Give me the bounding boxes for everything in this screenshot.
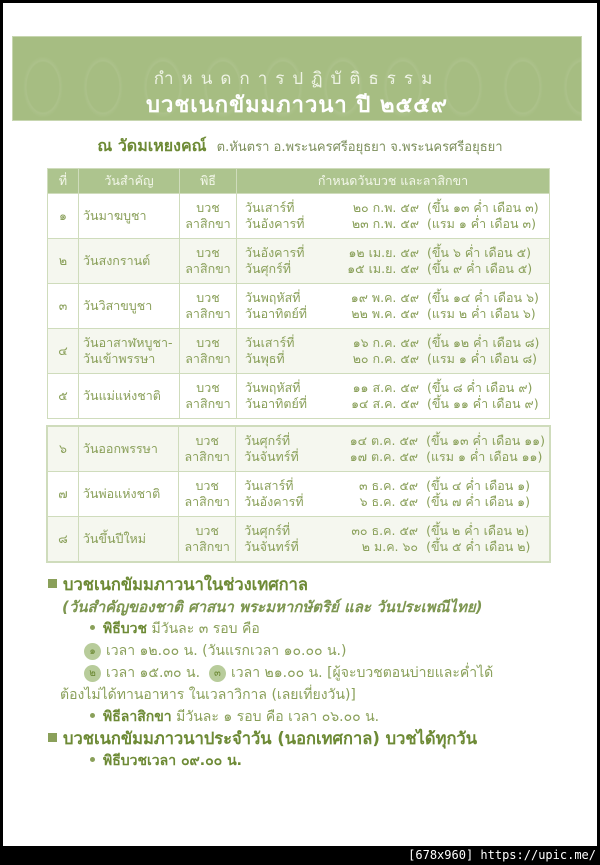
watermark: [678x960] https://upic.me/ bbox=[408, 848, 596, 862]
schedule bbox=[236, 472, 550, 517]
disrobe-date: วันศุกร์ที่ ๑๕ เม.ย. ๕๙ (ขึ้น ๙ ค่ำ เดือน ๕) bbox=[245, 261, 533, 276]
col-no: ที่ bbox=[48, 169, 79, 194]
table-row bbox=[48, 374, 550, 419]
table-header bbox=[48, 169, 550, 194]
round-1: ๑ เวลา ๑๒.๐๐ น. (วันแรกเวลา ๑๐.๐๐ น.) bbox=[48, 640, 578, 662]
ordain-date: วันศุกร์ที่ ๑๔ ต.ค. ๕๙ (ขึ้น ๑๓ ค่ำ เดือน ๑๑) bbox=[244, 433, 545, 448]
ceremony: บวช ลาสิกขา bbox=[180, 284, 237, 329]
schedule bbox=[237, 374, 550, 419]
number-circle-icon: ๓ bbox=[209, 665, 226, 682]
row-number: ๖ bbox=[48, 427, 79, 472]
disrobe-date: วันอาทิตย์ที่ ๑๔ ส.ค. ๕๙ (ขึ้น ๑๑ ค่ำ เดือน ๙) bbox=[245, 396, 539, 411]
schedule bbox=[237, 239, 550, 284]
venue-line bbox=[3, 134, 597, 159]
table-row bbox=[48, 239, 550, 284]
ceremony: บวช ลาสิกขา bbox=[179, 472, 236, 517]
banner-title: บวชเนกขัมมภาวนา ปี ๒๕๕๙ bbox=[146, 93, 448, 118]
disrobe-date: วันอังคารที่ ๖ ธ.ค. ๕๙ (ขึ้น ๗ ค่ำ เดือน ๑) bbox=[244, 494, 530, 509]
square-bullet-icon bbox=[48, 579, 57, 588]
ordain-date: วันพฤหัสที่ ๑๑ ส.ค. ๕๙ (ขึ้น ๘ ค่ำ เดือน ๙) bbox=[245, 380, 533, 395]
bullet-icon bbox=[90, 757, 95, 762]
ceremony: บวช ลาสิกขา bbox=[180, 329, 237, 374]
important-day: วันขึ้นปีใหม่ bbox=[78, 517, 178, 562]
important-day: วันออกพรรษา bbox=[78, 427, 178, 472]
ceremony: บวช ลาสิกขา bbox=[180, 374, 237, 419]
notes-section bbox=[48, 574, 578, 772]
col-ceremony: พิธี bbox=[180, 169, 237, 194]
ordain-rounds: พิธีบวช มีวันละ ๓ รอบ คือ bbox=[48, 618, 578, 640]
col-day: วันสำคัญ bbox=[79, 169, 180, 194]
row-number: ๑ bbox=[48, 194, 79, 239]
table-row bbox=[48, 517, 550, 562]
round-2-3: ๒ เวลา ๑๕.๓๐ น. ๓ เวลา ๒๑.๐๐ น. [ผู้จะบวชตอนบ่ายและค่ำได้ bbox=[48, 662, 578, 684]
schedule bbox=[236, 427, 550, 472]
row-number: ๒ bbox=[48, 239, 79, 284]
ceremony: บวช ลาสิกขา bbox=[180, 194, 237, 239]
title-banner bbox=[12, 36, 582, 121]
banner-subtitle: กำหนดการปฏิบัติธรรม bbox=[153, 69, 441, 89]
bullet-icon bbox=[90, 625, 95, 630]
festival-heading: บวชเนกขัมมภาวนาในช่วงเทศกาล bbox=[48, 574, 578, 596]
schedule-table-2 bbox=[47, 426, 550, 562]
table-row bbox=[48, 329, 550, 374]
row-number: ๘ bbox=[48, 517, 79, 562]
schedule bbox=[237, 284, 550, 329]
disrobe-date: วันพุธที่ ๒๐ ก.ค. ๕๙ (แรม ๑ ค่ำ เดือน ๘) bbox=[245, 351, 538, 366]
row-number: ๔ bbox=[48, 329, 79, 374]
temple-address: ต.หันตรา อ.พระนครศรีอยุธยา จ.พระนครศรีอยุธยา bbox=[216, 140, 503, 155]
ordain-date: วันเสาร์ที่ ๒๐ ก.พ. ๕๙ (ขึ้น ๑๓ ค่ำ เดือน ๓) bbox=[245, 200, 539, 215]
disrobe-date: วันอังคารที่ ๒๓ ก.พ. ๕๙ (แรม ๑ ค่ำ เดือน ๓) bbox=[245, 216, 536, 231]
schedule-table-1 bbox=[47, 168, 550, 419]
disrobe-date: วันจันทร์ที่ ๑๗ ต.ค. ๕๙ (แรม ๑ ค่ำ เดือน ๑๑) bbox=[244, 449, 543, 464]
ordain-date: วันเสาร์ที่ ๓ ธ.ค. ๕๙ (ขึ้น ๔ ค่ำ เดือน ๑) bbox=[244, 478, 531, 493]
important-day: วันพ่อแห่งชาติ bbox=[78, 472, 178, 517]
ceremony: บวช ลาสิกขา bbox=[180, 239, 237, 284]
disrobe-date: วันอาทิตย์ที่ ๒๒ พ.ค. ๕๙ (แรม ๒ ค่ำ เดือน ๖) bbox=[245, 306, 536, 321]
disrobe-date: วันจันทร์ที่ ๒ ม.ค. ๖๐ (ขึ้น ๕ ค่ำ เดือน ๒) bbox=[244, 539, 531, 554]
schedule bbox=[236, 517, 550, 562]
important-day: วันอาสาฬหบูชา- วันเข้าพรรษา bbox=[79, 329, 180, 374]
row-number: ๗ bbox=[48, 472, 79, 517]
table-row bbox=[48, 194, 550, 239]
ordain-date: วันศุกร์ที่ ๓๐ ธ.ค. ๕๙ (ขึ้น ๒ ค่ำ เดือน ๒) bbox=[244, 523, 530, 538]
important-day: วันมาฆบูชา bbox=[79, 194, 180, 239]
important-day: วันสงกรานต์ bbox=[79, 239, 180, 284]
row-number: ๕ bbox=[48, 374, 79, 419]
table-row bbox=[48, 427, 550, 472]
schedule bbox=[237, 329, 550, 374]
bullet-icon bbox=[90, 713, 95, 718]
schedule bbox=[237, 194, 550, 239]
table-row bbox=[48, 284, 550, 329]
number-circle-icon: ๑ bbox=[84, 643, 101, 660]
ordain-date: วันเสาร์ที่ ๑๖ ก.ค. ๕๙ (ขึ้น ๑๒ ค่ำ เดือน ๘) bbox=[245, 335, 540, 350]
important-day: วันแม่แห่งชาติ bbox=[79, 374, 180, 419]
ceremony: บวช ลาสิกขา bbox=[179, 427, 236, 472]
table-row bbox=[48, 472, 550, 517]
daily-ordain: พิธีบวชเวลา ๐๙.๐๐ น. bbox=[48, 750, 578, 772]
important-day: วันวิสาขบูชา bbox=[79, 284, 180, 329]
round-3-cont: ต้องไม่ได้ทานอาหาร ในเวลาวิกาล (เลยเที่ยงวัน)] bbox=[60, 687, 356, 703]
temple-name: ณ วัดมเหยงคณ์ bbox=[97, 136, 207, 155]
row-number: ๓ bbox=[48, 284, 79, 329]
ceremony: บวช ลาสิกขา bbox=[179, 517, 236, 562]
document-page bbox=[3, 3, 597, 846]
number-circle-icon: ๒ bbox=[84, 665, 101, 682]
col-schedule: กำหนดวันบวช และลาสิกขา bbox=[237, 169, 550, 194]
disrobe-rounds: พิธีลาสิกขา มีวันละ ๑ รอบ คือ เวลา ๐๖.๐๐ น. bbox=[48, 706, 578, 728]
daily-heading: บวชเนกขัมมภาวนาประจำวัน (นอกเทศกาล) บวชได้ทุกวัน bbox=[48, 728, 578, 750]
square-bullet-icon bbox=[48, 733, 57, 742]
ordain-date: วันพฤหัสที่ ๑๙ พ.ค. ๕๙ (ขึ้น ๑๔ ค่ำ เดือน ๖) bbox=[245, 290, 539, 305]
festival-subtitle: (วันสำคัญของชาติ ศาสนา พระมหากษัตริย์ และ วันประเพณีไทย) bbox=[62, 598, 483, 616]
ordain-date: วันอังคารที่ ๑๒ เม.ย. ๕๙ (ขึ้น ๖ ค่ำ เดือน ๕) bbox=[245, 245, 531, 260]
